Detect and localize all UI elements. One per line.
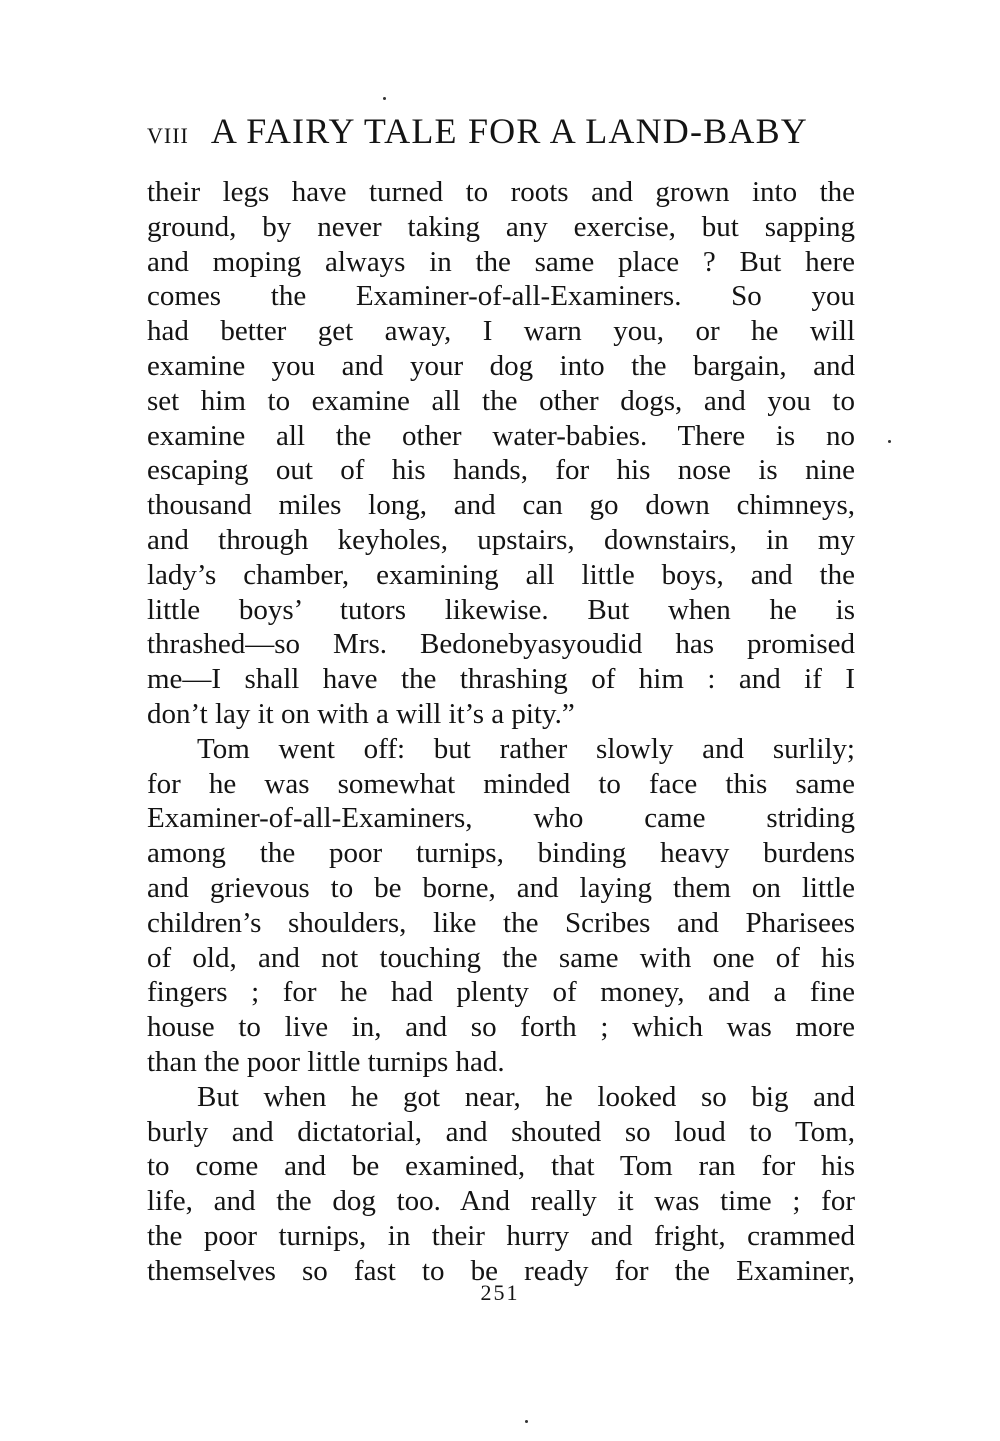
- text-line: fingers ; for he had plenty of money, and a fine: [147, 976, 855, 1009]
- text-line: for he was somewhat minded to face this same: [147, 767, 855, 800]
- print-speck: [525, 1420, 528, 1423]
- text-line: Tom went off: but rather slowly and surlily;: [197, 732, 855, 765]
- print-speck: [888, 440, 891, 443]
- text-line: children’s shoulders, like the Scribes and Pharisees: [147, 906, 855, 939]
- text-line: to come and be examined, that Tom ran for his: [147, 1150, 855, 1183]
- text-line: than the poor little turnips had.: [147, 1045, 505, 1078]
- text-line: and moping always in the same place ? But here: [147, 245, 855, 278]
- text-line: burly and dictatorial, and shouted so loud to Tom,: [147, 1115, 855, 1148]
- running-head: [147, 110, 855, 154]
- text-line: examine you and your dog into the bargain, and: [147, 349, 855, 382]
- text-line: don’t lay it on with a will it’s a pity.”: [147, 697, 575, 730]
- text-line: themselves so fast to be ready for the Examiner,: [147, 1254, 855, 1287]
- text-line: ground, by never taking any exercise, but sapping: [147, 210, 855, 243]
- folio-roman-numeral: VIII: [147, 123, 189, 148]
- text-line: their legs have turned to roots and grown into the: [147, 176, 855, 208]
- text-line: comes the Examiner-of-all-Examiners. So you: [147, 280, 855, 313]
- text-line: escaping out of his hands, for his nose is nine: [147, 454, 855, 487]
- text-line: had better get away, I warn you, or he will: [147, 315, 855, 348]
- text-line: Examiner-of-all-Examiners, who came striding: [147, 802, 855, 835]
- running-title: A FAIRY TALE FOR A LAND-BABY: [210, 111, 808, 151]
- text-line: me—I shall have the thrashing of him : and if I: [147, 663, 855, 696]
- page-number: 251: [480, 1280, 520, 1305]
- text-line: house to live in, and so forth ; which was more: [147, 1011, 855, 1044]
- body-text: [147, 175, 855, 1289]
- text-line: and through keyholes, upstairs, downstairs, in my: [147, 523, 855, 556]
- text-line: lady’s chamber, examining all little boys, and the: [147, 558, 855, 591]
- text-line: the poor turnips, in their hurry and fright, crammed: [147, 1219, 855, 1252]
- text-line: of old, and not touching the same with one of his: [147, 941, 855, 974]
- text-line: set him to examine all the other dogs, and you to: [147, 384, 855, 417]
- text-line: among the poor turnips, binding heavy burdens: [147, 837, 855, 870]
- text-line: examine all the other water-babies. There is no: [147, 419, 855, 452]
- text-line: thousand miles long, and can go down chimneys,: [147, 489, 855, 522]
- text-line: and grievous to be borne, and laying them on little: [147, 871, 855, 904]
- text-line: little boys’ tutors likewise. But when he is: [147, 593, 855, 626]
- text-line: life, and the dog too. And really it was time ; for: [147, 1185, 855, 1218]
- text-line: thrashed—so Mrs. Bedonebyasyoudid has promised: [147, 628, 855, 661]
- print-speck: [383, 97, 386, 100]
- text-line: But when he got near, he looked so big and: [197, 1080, 855, 1113]
